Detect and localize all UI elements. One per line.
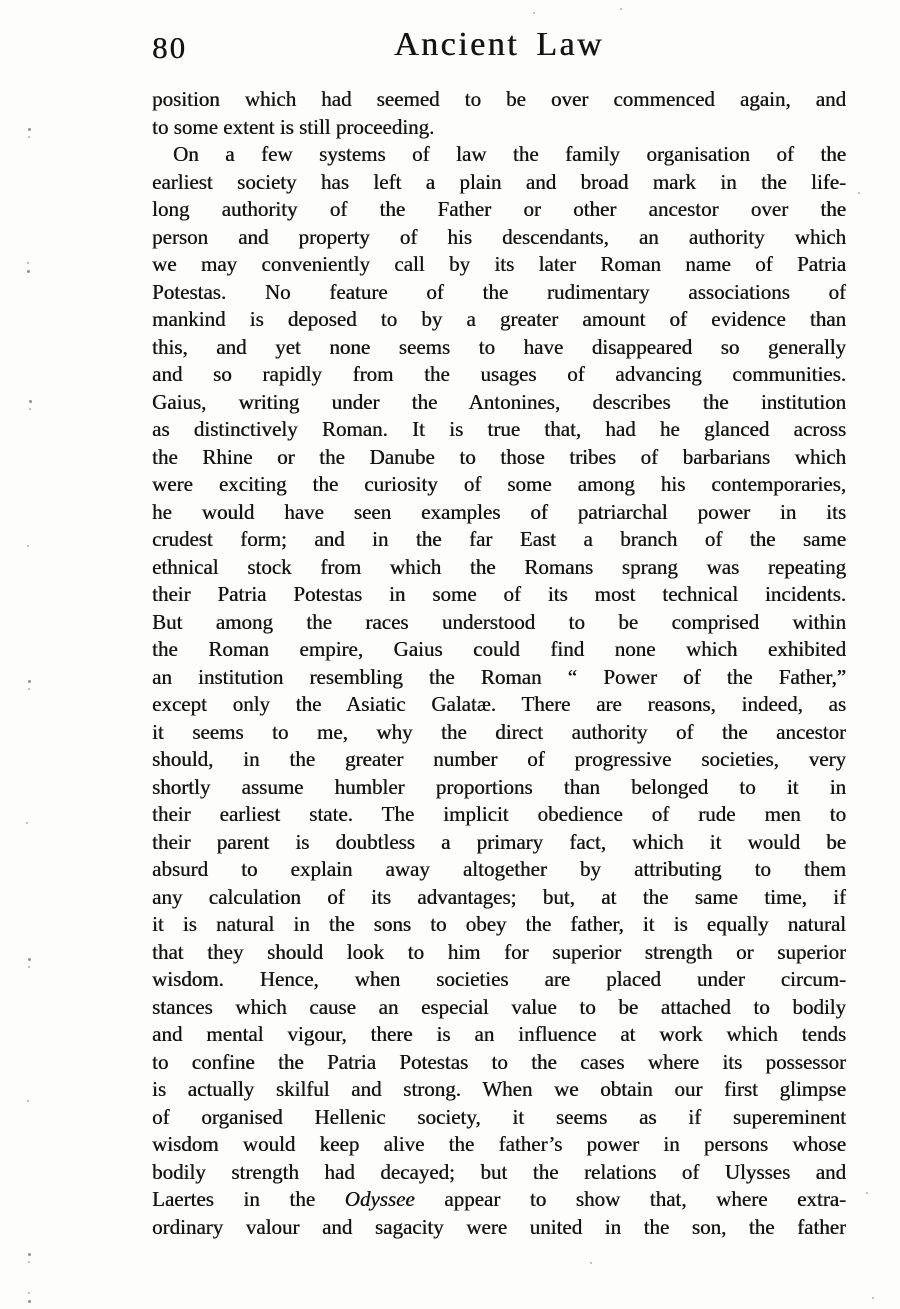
page-number: 80 xyxy=(152,30,187,65)
text-line: absurd to explain away altogether by attributing to them xyxy=(152,857,846,881)
text-line: except only the Asiatic Galatæ. There are reasons, indeed, as xyxy=(152,692,846,716)
text-line: stances which cause an especial value to be attached to bodily xyxy=(152,994,846,1019)
text-line: any calculation of its advantages; but, at the same time, if xyxy=(152,884,846,909)
text-line: we may conveniently call by its later Roman name of Patria xyxy=(152,252,846,276)
text-line: their earliest state. The implicit obedience of rude men to xyxy=(152,802,846,826)
text-line: But among the races understood to be comprised within xyxy=(152,609,846,634)
text-line: an institution resembling the Roman “ Power of the Father,” xyxy=(152,664,846,689)
text-line: their parent is doubtless a primary fact, which it would be xyxy=(152,829,846,854)
text-line: to some extent is still proceeding. xyxy=(152,114,435,139)
text-line: On a few systems of law the family organisation of the xyxy=(173,142,846,166)
text-line: crudest form; and in the far East a branch of the same xyxy=(152,527,846,551)
text-line: person and property of his descendants, an authority which xyxy=(152,224,846,249)
text-line: the Roman empire, Gaius could find none which exhibited xyxy=(152,637,846,661)
text-line: wisdom. Hence, when societies are placed under circum- xyxy=(152,967,846,991)
text-line: long authority of the Father or other ancestor over the xyxy=(152,197,846,221)
text-line: that they should look to him for superior strength or superior xyxy=(152,939,846,964)
text-line: Laertes in the Odyssee appear to show that, where extra- xyxy=(152,1187,846,1211)
text-line: he would have seen examples of patriarchal power in its xyxy=(152,499,846,524)
text-line: Potestas. No feature of the rudimentary associations of xyxy=(152,279,846,304)
text-line: ethnical stock from which the Romans sprang was repeating xyxy=(152,554,846,579)
text-line: should, in the greater number of progressive societies, very xyxy=(152,747,846,771)
text-line: and so rapidly from the usages of advancing communities. xyxy=(152,362,846,386)
text-line: as distinctively Roman. It is true that, had he glanced across xyxy=(152,417,846,441)
text-line: it is natural in the sons to obey the father, it is equally natural xyxy=(152,912,846,936)
text-line: their Patria Potestas in some of its most technical incidents. xyxy=(152,582,846,606)
running-title: Ancient Law xyxy=(393,26,605,63)
text-line: is actually skilful and strong. When we obtain our first glimpse xyxy=(152,1077,846,1101)
text-line: of organised Hellenic society, it seems as if supereminent xyxy=(152,1104,846,1129)
text-line: earliest society has left a plain and broad mark in the life- xyxy=(152,169,846,194)
text-line: ordinary valour and sagacity were united in the son, the father xyxy=(152,1214,846,1239)
page-header xyxy=(152,26,846,72)
text-line: Gaius, writing under the Antonines, describes the institution xyxy=(152,389,846,414)
text-line: mankind is deposed to by a greater amount of evidence than xyxy=(152,307,846,331)
text-line: bodily strength had decayed; but the relations of Ulysses and xyxy=(152,1159,846,1184)
text-line: position which had seemed to be over commenced again, and xyxy=(152,87,846,111)
page-body-text xyxy=(152,86,846,1241)
text-line: it seems to me, why the direct authority of the ancestor xyxy=(152,719,846,744)
text-line: to confine the Patria Potestas to the cases where its possessor xyxy=(152,1049,846,1074)
text-line: were exciting the curiosity of some among his contemporaries, xyxy=(152,472,846,496)
text-line: the Rhine or the Danube to those tribes of barbarians which xyxy=(152,444,846,469)
text-line: shortly assume humbler proportions than belonged to it in xyxy=(152,774,846,799)
text-line: and mental vigour, there is an influence at work which tends xyxy=(152,1022,846,1046)
text-line: this, and yet none seems to have disappeared so generally xyxy=(152,334,846,359)
text-line: wisdom would keep alive the father’s power in persons whose xyxy=(152,1132,846,1156)
